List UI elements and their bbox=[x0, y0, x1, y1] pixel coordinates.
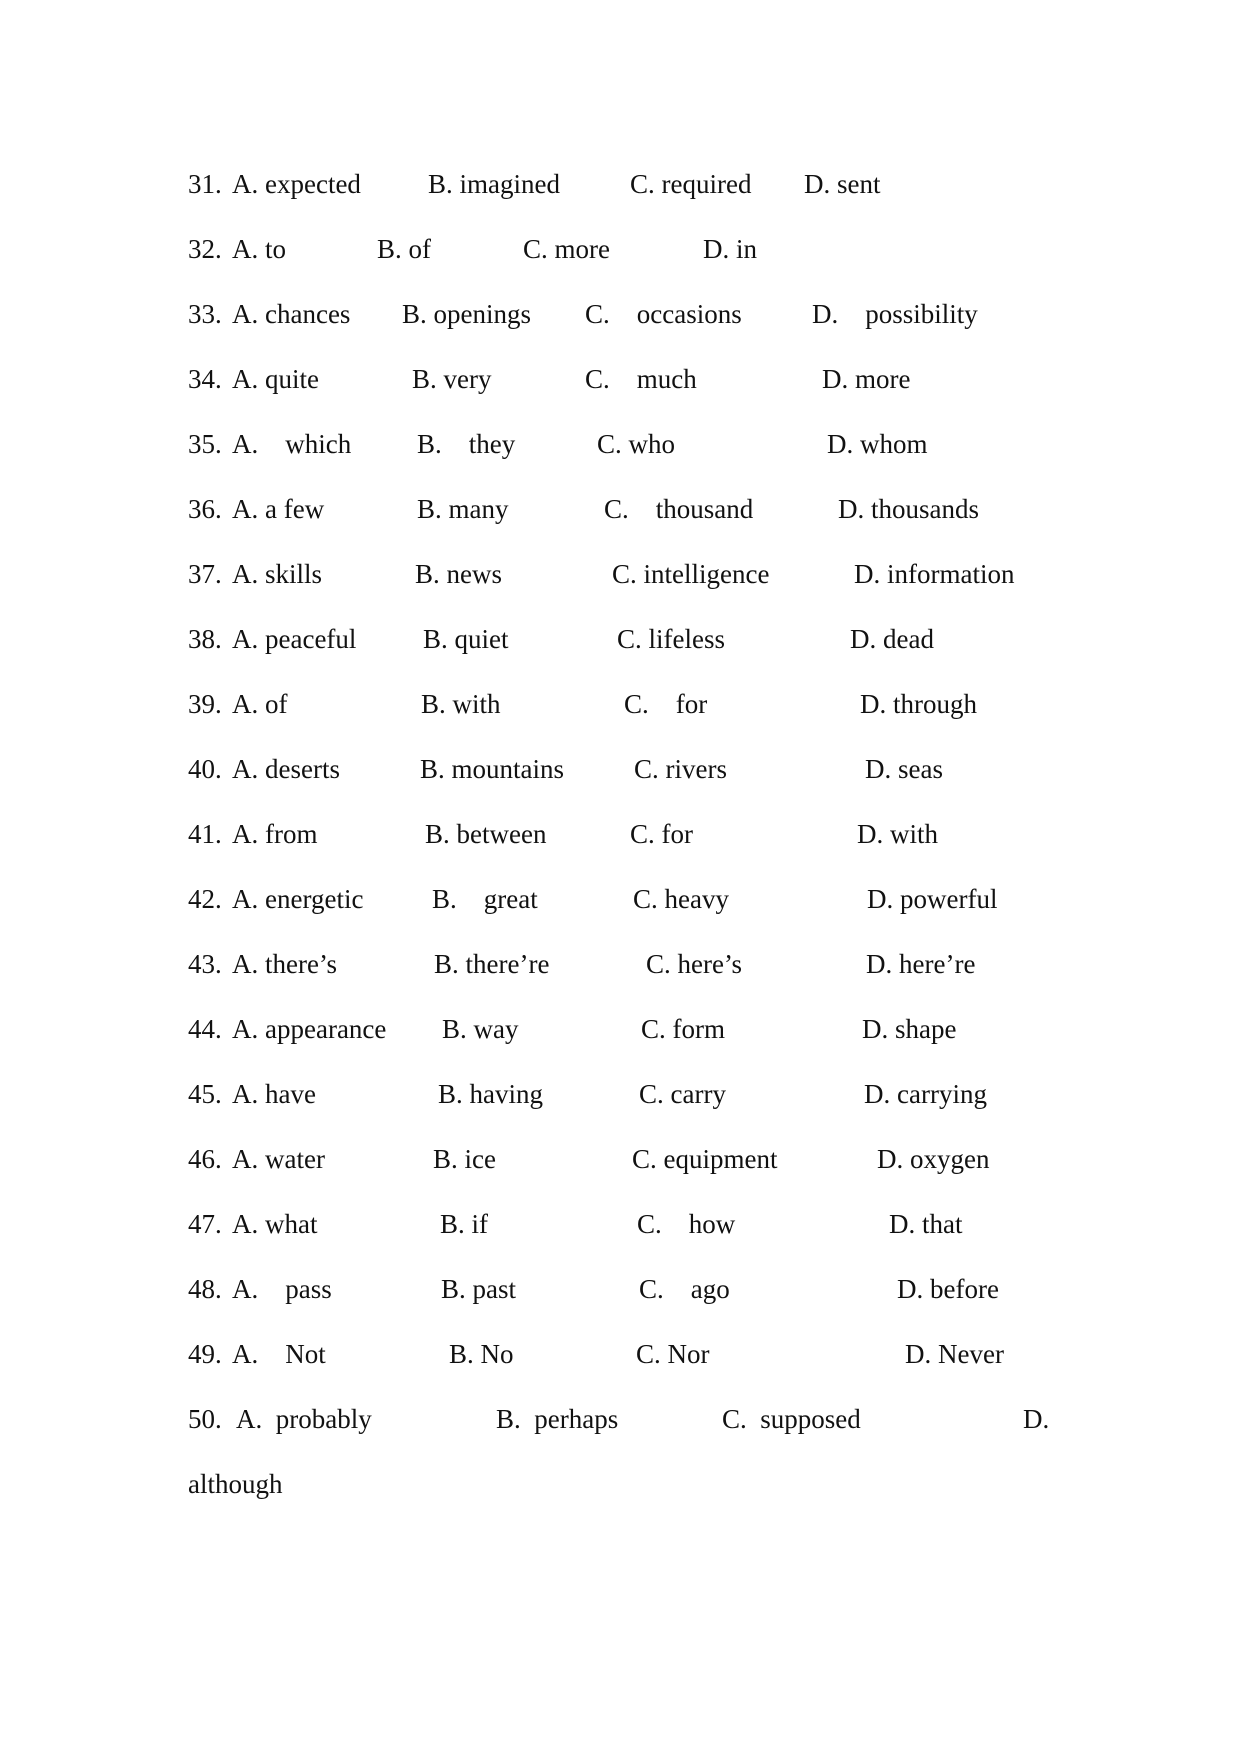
option-a: A. pass bbox=[232, 1274, 332, 1304]
question-row-39 bbox=[0, 684, 1241, 724]
option-b: B. they bbox=[417, 429, 516, 459]
option-c: C. heavy bbox=[633, 884, 729, 914]
option-c: C. for bbox=[630, 819, 693, 849]
option-b: B. between bbox=[425, 819, 547, 849]
option-b: B. if bbox=[440, 1209, 489, 1239]
question-number: 46. bbox=[188, 1144, 222, 1174]
question-number: 31. bbox=[188, 169, 222, 199]
question-row-35 bbox=[0, 424, 1241, 464]
option-a: A. from bbox=[232, 819, 318, 849]
option-b: B. mountains bbox=[420, 754, 565, 784]
option-a: A. probably bbox=[236, 1404, 372, 1434]
option-a: A. there’s bbox=[232, 949, 337, 979]
option-b: B. great bbox=[432, 884, 538, 914]
question-number: 48. bbox=[188, 1274, 222, 1304]
question-row-46 bbox=[0, 1139, 1241, 1179]
question-number: 41. bbox=[188, 819, 222, 849]
option-a: A. a few bbox=[232, 494, 325, 524]
option-b: B. way bbox=[442, 1014, 519, 1044]
question-number: 45. bbox=[188, 1079, 222, 1109]
option-b: B. many bbox=[417, 494, 509, 524]
question-row-50 bbox=[0, 1399, 1241, 1439]
option-a: A. expected bbox=[232, 169, 361, 199]
option-d: D. shape bbox=[862, 1014, 957, 1044]
question-number: 38. bbox=[188, 624, 222, 654]
option-d: D. dead bbox=[850, 624, 934, 654]
question-number: 36. bbox=[188, 494, 222, 524]
option-c: C. thousand bbox=[604, 494, 754, 524]
option-b: B. there’re bbox=[434, 949, 550, 979]
option-d: D. powerful bbox=[867, 884, 998, 914]
option-a: A. quite bbox=[232, 364, 319, 394]
option-a: A. chances bbox=[232, 299, 351, 329]
option-b: B. having bbox=[438, 1079, 543, 1109]
option-a: A. to bbox=[232, 234, 286, 264]
option-d: D. here’re bbox=[866, 949, 976, 979]
option-a: A. skills bbox=[232, 559, 323, 589]
question-number: 35. bbox=[188, 429, 222, 459]
option-a: A. water bbox=[232, 1144, 325, 1174]
option-d: D. information bbox=[854, 559, 1015, 589]
option-c: C. occasions bbox=[585, 299, 742, 329]
question-row-41 bbox=[0, 814, 1241, 854]
option-a: A. which bbox=[232, 429, 352, 459]
question-number: 42. bbox=[188, 884, 222, 914]
question-number: 34. bbox=[188, 364, 222, 394]
option-d: D. that bbox=[889, 1209, 963, 1239]
option-c: C. form bbox=[641, 1014, 725, 1044]
option-b: B. openings bbox=[402, 299, 532, 329]
option-d: D. Never bbox=[905, 1339, 1004, 1369]
option-b: B. perhaps bbox=[496, 1404, 619, 1434]
question-number: 39. bbox=[188, 689, 222, 719]
option-b: B. quiet bbox=[423, 624, 509, 654]
question-number: 47. bbox=[188, 1209, 222, 1239]
question-row-49 bbox=[0, 1334, 1241, 1374]
question-row-47 bbox=[0, 1204, 1241, 1244]
option-b: B. imagined bbox=[428, 169, 560, 199]
option-d: D. more bbox=[822, 364, 911, 394]
option-c: C. how bbox=[637, 1209, 736, 1239]
question-row-36 bbox=[0, 489, 1241, 529]
question-row-40 bbox=[0, 749, 1241, 789]
option-c: C. for bbox=[624, 689, 708, 719]
question-number: 44. bbox=[188, 1014, 222, 1044]
option-c: C. required bbox=[630, 169, 752, 199]
question-row-45 bbox=[0, 1074, 1241, 1114]
option-c: C. here’s bbox=[646, 949, 742, 979]
option-d: D. in bbox=[703, 234, 757, 264]
option-c: C. lifeless bbox=[617, 624, 725, 654]
option-b: B. of bbox=[377, 234, 431, 264]
option-b: B. No bbox=[449, 1339, 514, 1369]
question-number: 49. bbox=[188, 1339, 222, 1369]
question-number: 32. bbox=[188, 234, 222, 264]
question-number: 33. bbox=[188, 299, 222, 329]
option-d: D. whom bbox=[827, 429, 928, 459]
option-a: A. what bbox=[232, 1209, 318, 1239]
option-a: A. Not bbox=[232, 1339, 326, 1369]
option-b: B. ice bbox=[433, 1144, 496, 1174]
option-c: C. ago bbox=[639, 1274, 730, 1304]
question-number: 50. bbox=[188, 1404, 222, 1434]
option-a: A. have bbox=[232, 1079, 316, 1109]
option-b: B. with bbox=[421, 689, 501, 719]
question-row-48 bbox=[0, 1269, 1241, 1309]
option-d: D. seas bbox=[865, 754, 943, 784]
question-50-option-d-continuation: although bbox=[188, 1469, 283, 1499]
option-a: A. peaceful bbox=[232, 624, 357, 654]
option-d: D. thousands bbox=[838, 494, 979, 524]
option-c: C. intelligence bbox=[612, 559, 770, 589]
option-d: D. sent bbox=[804, 169, 881, 199]
option-b: B. news bbox=[415, 559, 502, 589]
option-d: D. oxygen bbox=[877, 1144, 990, 1174]
option-b: B. very bbox=[412, 364, 492, 394]
option-a: A. deserts bbox=[232, 754, 340, 784]
option-c: C. supposed bbox=[722, 1404, 861, 1434]
option-c: C. rivers bbox=[634, 754, 727, 784]
question-number: 37. bbox=[188, 559, 222, 589]
option-d: D. possibility bbox=[812, 299, 978, 329]
question-row-44 bbox=[0, 1009, 1241, 1049]
option-d: D. through bbox=[860, 689, 977, 719]
option-c: C. Nor bbox=[636, 1339, 710, 1369]
option-a: A. energetic bbox=[232, 884, 364, 914]
question-row-43 bbox=[0, 944, 1241, 984]
question-row-42 bbox=[0, 879, 1241, 919]
question-number: 40. bbox=[188, 754, 222, 784]
question-row-37 bbox=[0, 554, 1241, 594]
option-c: C. who bbox=[597, 429, 676, 459]
option-d: D. with bbox=[857, 819, 938, 849]
option-c: C. more bbox=[523, 234, 610, 264]
option-c: C. equipment bbox=[632, 1144, 778, 1174]
question-row-31 bbox=[0, 164, 1241, 204]
option-a: A. of bbox=[232, 689, 288, 719]
question-number: 43. bbox=[188, 949, 222, 979]
question-row-33 bbox=[0, 294, 1241, 334]
option-c: C. much bbox=[585, 364, 697, 394]
option-d: D. before bbox=[897, 1274, 999, 1304]
option-d: D. carrying bbox=[864, 1079, 987, 1109]
option-a: A. appearance bbox=[232, 1014, 387, 1044]
option-d: D. bbox=[1023, 1404, 1050, 1434]
question-row-38 bbox=[0, 619, 1241, 659]
question-row-32 bbox=[0, 229, 1241, 269]
option-b: B. past bbox=[441, 1274, 517, 1304]
option-c: C. carry bbox=[639, 1079, 726, 1109]
question-row-34 bbox=[0, 359, 1241, 399]
